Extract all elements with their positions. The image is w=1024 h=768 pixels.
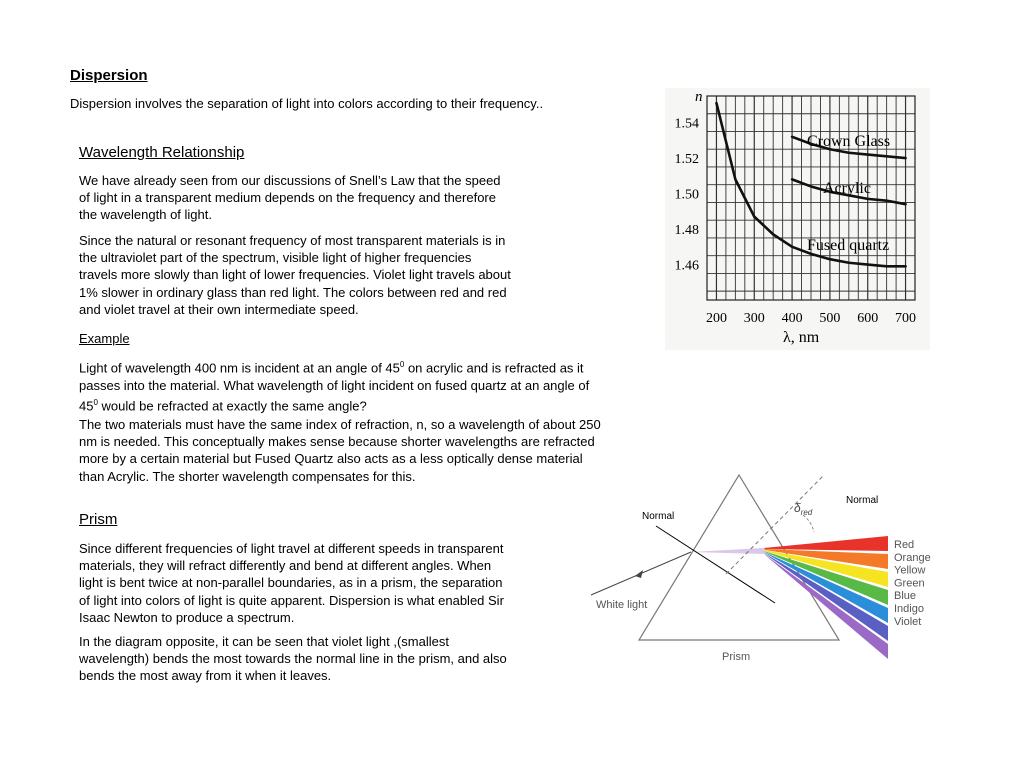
spectrum-label-violet: Violet [894, 615, 922, 628]
y-tick-label: 1.46 [674, 258, 699, 274]
text-line: light is bent twice at non-parallel boundaries, as in a prism, the separation [79, 575, 503, 591]
x-tick-label: 300 [743, 311, 765, 326]
text-line: the ultraviolet part of the spectrum, visible light of higher frequencies [79, 250, 472, 266]
text-line: the wavelength of light. [79, 207, 212, 223]
x-tick-label: 400 [781, 311, 803, 326]
x-tick-label: 500 [819, 311, 841, 326]
y-axis-label: n [695, 89, 703, 105]
text-line: than Acrylic. The shorter wavelength compensates for this. [79, 468, 416, 484]
example-heading: Example [79, 331, 130, 346]
text-line: and violet travel at their own intermediate speed. [79, 301, 359, 317]
curve-label-crown-glass: Crown Glass [807, 133, 891, 150]
x-tick-label: 700 [895, 311, 917, 326]
x-tick-label: 600 [857, 311, 879, 326]
y-tick-label: 1.48 [674, 223, 699, 239]
delta-label: $\delta_{red}$ [794, 501, 813, 517]
prism-para2 [79, 633, 507, 685]
prism-para1 [79, 540, 504, 626]
text-line: materials, they will refract differently and bend at different angles. When [79, 558, 492, 574]
prism-label: Prism [722, 651, 751, 663]
y-tick-label: 1.50 [674, 187, 699, 203]
text-line: bends the most away from it when it leaves. [79, 668, 332, 684]
wavelength-heading: Wavelength Relationship [79, 144, 245, 161]
dispersion-graph [665, 88, 930, 350]
text-line: more by a certain material but Fused Quartz also acts as a less optically dense material [79, 451, 583, 467]
text-line: $45^0$ would be refracted at exactly the same angle? [79, 397, 367, 414]
x-tick-label: 200 [705, 311, 727, 326]
text-line: We have already seen from our discussions of Snell’s Law that the speed [79, 173, 501, 188]
text-line: passes into the material. What wavelength of light incident on fused quartz at an angle of [79, 377, 590, 393]
text-line: Light of wavelength 400 nm is incident at an angle of $45^0$ on acrylic and is refracted as it [79, 360, 584, 376]
intro-text: Dispersion involves the separation of light into colors according to their frequency.. [70, 96, 544, 111]
prism-heading: Prism [79, 511, 118, 528]
x-axis-label: λ, nm [783, 329, 820, 346]
text-line: wavelength) bends the most towards the normal line in the prism, and also [79, 651, 507, 667]
white-light-label: White light [596, 599, 648, 611]
spectrum-label-green: Green [894, 577, 925, 590]
text-line: Since different frequencies of light travel at different speeds in transparent [79, 541, 504, 556]
y-tick-label: 1.52 [674, 152, 699, 168]
spectrum-label-blue: Blue [894, 590, 917, 603]
text-line: Isaac Newton to produce a spectrum. [79, 609, 295, 625]
text-line: Since the natural or resonant frequency of most transparent materials is in [79, 233, 506, 248]
normal-label-right: Normal [846, 495, 879, 506]
curve-label-fused-quartz: Fused quartz [807, 237, 890, 254]
text-line: In the diagram opposite, it can be seen that violet light ,(smallest [79, 634, 449, 649]
text-line: The two materials must have the same index of refraction, n, so a wavelength of about 250 [79, 417, 601, 432]
text-line: of light into colors of light is quite apparent. Dispersion is what enabled Sir [79, 592, 504, 608]
spectrum-label-indigo: Indigo [894, 603, 924, 615]
text-line: 1% slower in ordinary glass than red light. The colors between red and red [79, 284, 507, 300]
wavelength-para2 [79, 232, 511, 318]
wavelength-para1 [79, 172, 501, 224]
spectrum-label-red: Red [894, 539, 915, 551]
spectrum-label-orange: Orange [894, 551, 931, 564]
example-question [79, 356, 589, 414]
text-line: of light in a transparent medium depends on the frequency and therefore [79, 190, 496, 206]
curve-label-acrylic: Acrylic [823, 180, 871, 197]
spectrum-label-yellow: Yellow [894, 564, 926, 577]
page-title: Dispersion [70, 67, 148, 84]
y-tick-label: 1.54 [674, 116, 699, 132]
text-line: nm is needed. This conceptually makes sense because shorter wavelengths are refracted [79, 434, 595, 450]
text-line: travels more slowly than light of lower frequencies. Violet light travels about [79, 267, 511, 283]
normal-label-left: Normal [642, 511, 675, 522]
prism-diagram [588, 470, 938, 670]
example-answer [79, 416, 601, 485]
